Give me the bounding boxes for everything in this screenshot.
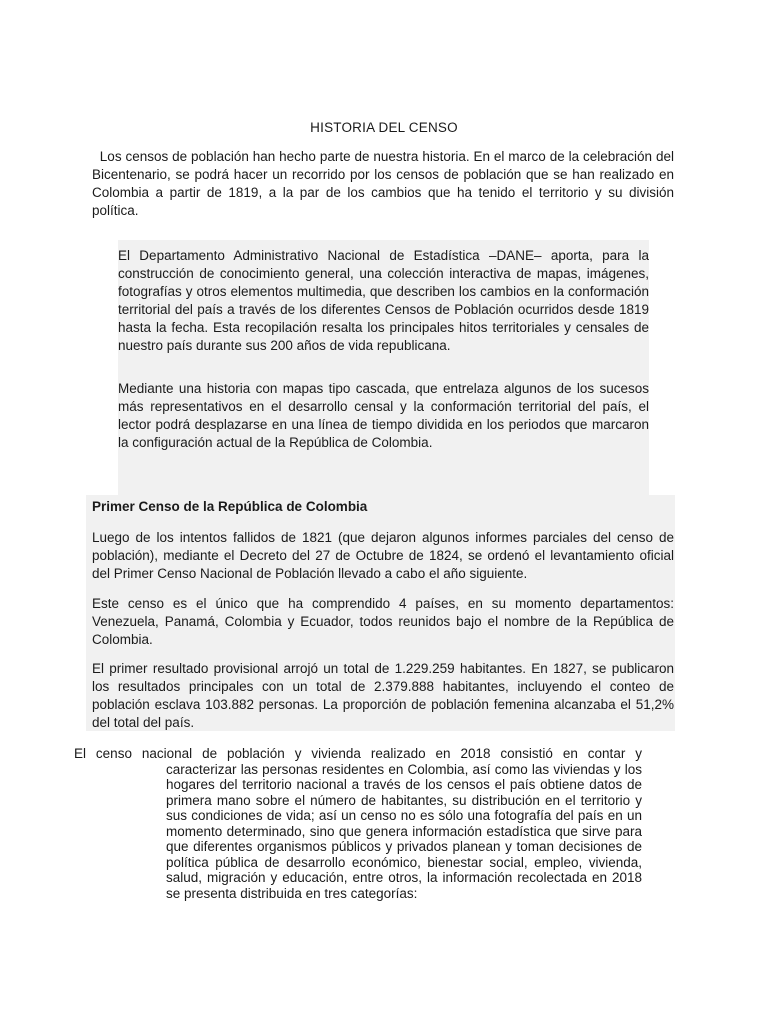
quote-paragraph-2: Mediante una historia con mapas tipo cascada, que entrelaza algunos de los sucesos más representativos en el desarrollo censal y la conformación territorial del país, el lector podrá desplazarse en una línea de tiempo dividida en los periodos que marcaron la configuración actual de la República de Colombia. bbox=[118, 381, 649, 450]
quote-paragraph-1: El Departamento Administrativo Nacional de Estadística –DANE– aporta, para la construcción de conocimiento general, una colección interactiva de mapas, imágenes, fotografías y otros elementos multimedia, que describen los cambios en la conformación territorial del país a través de los diferentes Censos de Población ocurridos desde 1819 hasta la fecha. Esta recopilación resalta los principales hitos territoriales y censales de nuestro país durante sus 200 años de vida republicana. bbox=[118, 248, 649, 353]
intro-paragraph-block bbox=[92, 148, 678, 220]
census-2018-first-line: El censo nacional de población y vivienda realizado en 2018 consistió en contar y bbox=[74, 746, 642, 761]
census-2018-paragraph bbox=[74, 746, 642, 901]
intro-paragraph: Los censos de población han hecho parte de nuestra historia. En el marco de la celebración del Bicentenario, se podrá hacer un recorrido por los censos de población que se han realizado en Colombia a partir de 1819, a la par de los cambios que ha tenido el territorio y su división política. bbox=[92, 149, 678, 218]
section-heading: Primer Censo de la República de Colombia bbox=[92, 499, 368, 514]
section-paragraph-3: El primer resultado provisional arrojó un total de 1.229.259 habitantes. En 1827, se publicaron los resultados principales con un total de 2.379.888 habitantes, incluyendo el conteo de población esclava 103.882 personas. La proporción de población femenina alcanzaba el 51,2% del total del país. bbox=[92, 661, 682, 730]
quote-box bbox=[118, 240, 649, 496]
section-paragraph-1: Luego de los intentos fallidos de 1821 (que dejaron algunos informes parciales del censo de población), mediante el Decreto del 27 de Octubre de 1824, se ordenó el levantamiento oficial del Primer Censo Nacional de Población llevado a cabo el año siguiente. bbox=[92, 530, 674, 581]
document-title: HISTORIA DEL CENSO bbox=[310, 120, 458, 135]
section-paragraph-2: Este censo es el único que ha comprendido 4 países, en su momento departamentos: Venezuela, Panamá, Colombia y Ecuador, todos reunidos bajo el nombre de la República de Colombia. bbox=[92, 596, 674, 647]
first-census-section bbox=[86, 495, 682, 731]
census-2018-body: caracterizar las personas residentes en Colombia, así como las viviendas y los hogares del territorio nacional a través de los censos el país obtiene datos de primera mano sobre el número de habitantes, su distribución en el territorio y sus condiciones de vida; así un censo no es sólo una fotografía del país en un momento determinado, sino que genera información estadística que sirve para que diferentes organismos públicos y privados planean y toman decisiones de política pública de desarrollo económico, bienestar social, empleo, vivienda, salud, migración y educación, entre otros, la información recolectada en 2018 se presenta distribuida en tres categorías: bbox=[166, 761, 642, 901]
